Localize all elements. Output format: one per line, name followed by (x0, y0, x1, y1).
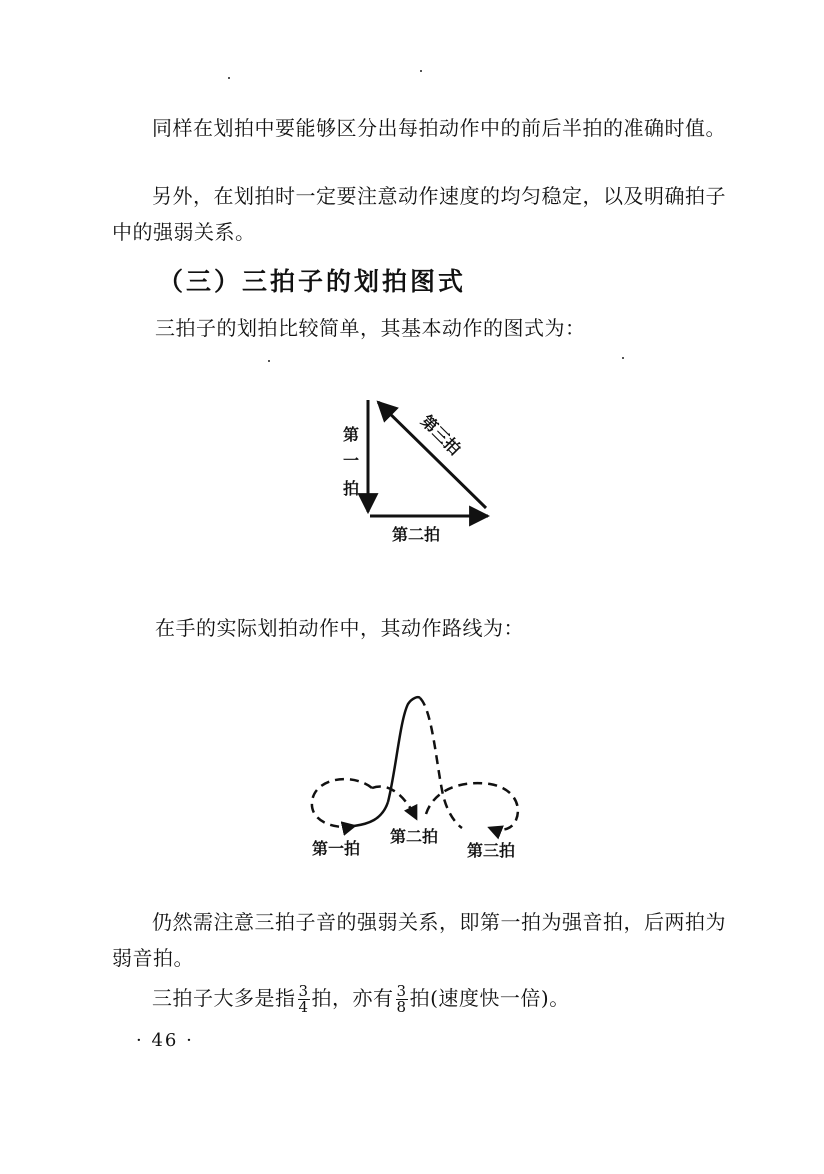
fraction-numerator: 3 (298, 982, 309, 1000)
time-sig-text-1: 三拍子大多是指 (152, 986, 296, 1010)
beat2-path (372, 786, 416, 818)
print-speck (228, 77, 230, 79)
page-number: · 46 · (136, 1030, 194, 1051)
beat1-label-char-2: 一 (343, 451, 360, 470)
fraction-three-four (298, 984, 310, 1015)
beat3-label: 第三拍 (417, 411, 465, 459)
beat1-path (312, 779, 372, 827)
section-heading: （三）三拍子的划拍图式 (158, 267, 467, 296)
fraction-numerator: 3 (396, 982, 407, 1000)
fraction-denominator: 8 (396, 998, 407, 1016)
print-speck (420, 70, 422, 72)
beat2-label: 第二拍 (392, 525, 441, 544)
rise-path (388, 697, 420, 802)
paragraph-strong-weak: 仍然需注意三拍子音的强弱关系，即第一拍为强音拍，后两拍为弱音拍。 (112, 910, 726, 970)
intro-path-diagram: 在手的实际划拍动作中，其动作路线为： (155, 616, 524, 640)
path-beat1-label: 第一拍 (312, 839, 361, 858)
beat1-label-char-1: 第 (343, 425, 360, 444)
fraction-denominator: 4 (298, 998, 309, 1016)
fraction-three-eight (396, 984, 408, 1015)
intro-triangle-diagram: 三拍子的划拍比较简单，其基本动作的图式为： (155, 316, 586, 340)
paragraph-time-signatures (112, 976, 732, 1020)
path-beat2-label: 第二拍 (390, 827, 439, 846)
time-sig-text-3: 拍(速度快一倍)。 (409, 986, 570, 1010)
beat1-label-char-3: 拍 (343, 479, 360, 498)
time-sig-text-2: 拍，亦有 (311, 986, 394, 1010)
beat3-path (426, 783, 518, 830)
print-speck (622, 357, 624, 359)
paragraph-steady-speed: 另外，在划拍时一定要注意动作速度的均匀稳定，以及明确拍子中的强弱关系。 (112, 184, 726, 244)
descent-path (420, 698, 462, 828)
print-speck (268, 360, 270, 362)
hand-motion-path-diagram (300, 690, 540, 870)
triple-meter-triangle-diagram (330, 388, 510, 548)
paragraph-beat-halves: 同样在划拍中要能够区分出每拍动作中的前后半拍的准确时值。 (152, 116, 726, 140)
path-beat3-label: 第三拍 (467, 841, 516, 860)
beat1-to-2-path (354, 802, 388, 826)
